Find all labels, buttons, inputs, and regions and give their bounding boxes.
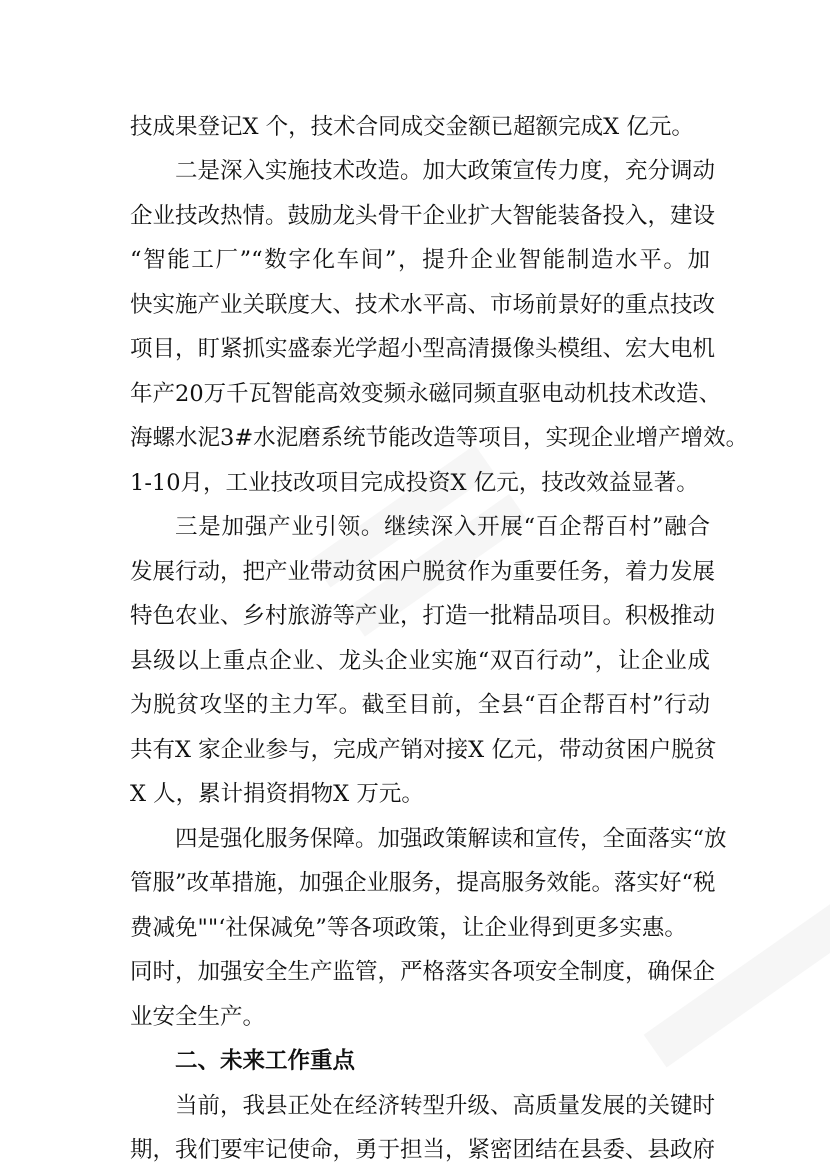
paragraph-line: 费减免""‘社保减免”等各项政策，让企业得到更多实惠。 bbox=[130, 915, 687, 941]
paragraph-line: 二是深入实施技术改造。加大政策宣传力度，充分调动 bbox=[175, 158, 716, 184]
paragraph-line: 为脱贫攻坚的主力军。截至目前，全县“百企帮百村”行动 bbox=[130, 692, 710, 718]
paragraph-line: 同时，加强安全生产监管，严格落实各项安全制度，确保企 bbox=[130, 959, 716, 985]
paragraph-line: 技成果登记X 个，技术合同成交金额已超额完成X 亿元。 bbox=[130, 114, 694, 140]
paragraph-line: 期，我们要牢记使命，勇于担当，紧密团结在县委、县政府 bbox=[130, 1137, 716, 1163]
paragraph-line: 1-10月，工业技改项目完成投资X 亿元，技改效益显著。 bbox=[130, 470, 699, 496]
paragraph-line: 发展行动，把产业带动贫困户脱贫作为重要任务，着力发展 bbox=[130, 559, 716, 585]
paragraph-line: “智能工厂”“数字化车间”，提升企业智能制造水平。加 bbox=[130, 247, 710, 273]
paragraph-line: X 人，累计捐资捐物X 万元。 bbox=[130, 781, 424, 807]
paragraph-line: 特色农业、乡村旅游等产业，打造一批精品项目。积极推动 bbox=[130, 603, 716, 629]
paragraph-line: 快实施产业关联度大、技术水平高、市场前景好的重点技改 bbox=[130, 292, 716, 318]
paragraph-line: 业安全生产。 bbox=[130, 1004, 266, 1030]
paragraph-line: 当前，我县正处在经济转型升级、高质量发展的关键时 bbox=[175, 1093, 716, 1119]
paragraph-line: 县级以上重点企业、龙头企业实施“双百行动”，让企业成 bbox=[130, 648, 710, 674]
paragraph-line: 项目，盯紧抓实盛泰光学超小型高清摄像头模组、宏大电机 bbox=[130, 336, 716, 362]
section-heading: 二、未来工作重点 bbox=[175, 1048, 356, 1074]
paragraph-line: 海螺水泥3#水泥磨系统节能改造等项目，实现企业增产增效。 bbox=[130, 425, 749, 451]
paragraph-line: 年产20万千瓦智能高效变频永磁同频直驱电动机技术改造、 bbox=[130, 381, 722, 407]
paragraph-line: 管服”改革措施，加强企业服务，提高服务效能。落实好“税 bbox=[130, 870, 716, 896]
paragraph-line: 共有X 家企业参与，完成产销对接X 亿元，带动贫困户脱贫 bbox=[130, 737, 717, 763]
paragraph-line: 四是强化服务保障。加强政策解读和宣传，全面落实“放 bbox=[175, 826, 727, 852]
paragraph-line: 企业技改热情。鼓励龙头骨干企业扩大智能装备投入，建设 bbox=[130, 203, 716, 229]
paragraph-line: 三是加强产业引领。继续深入开展“百企帮百村”融合 bbox=[175, 514, 710, 540]
